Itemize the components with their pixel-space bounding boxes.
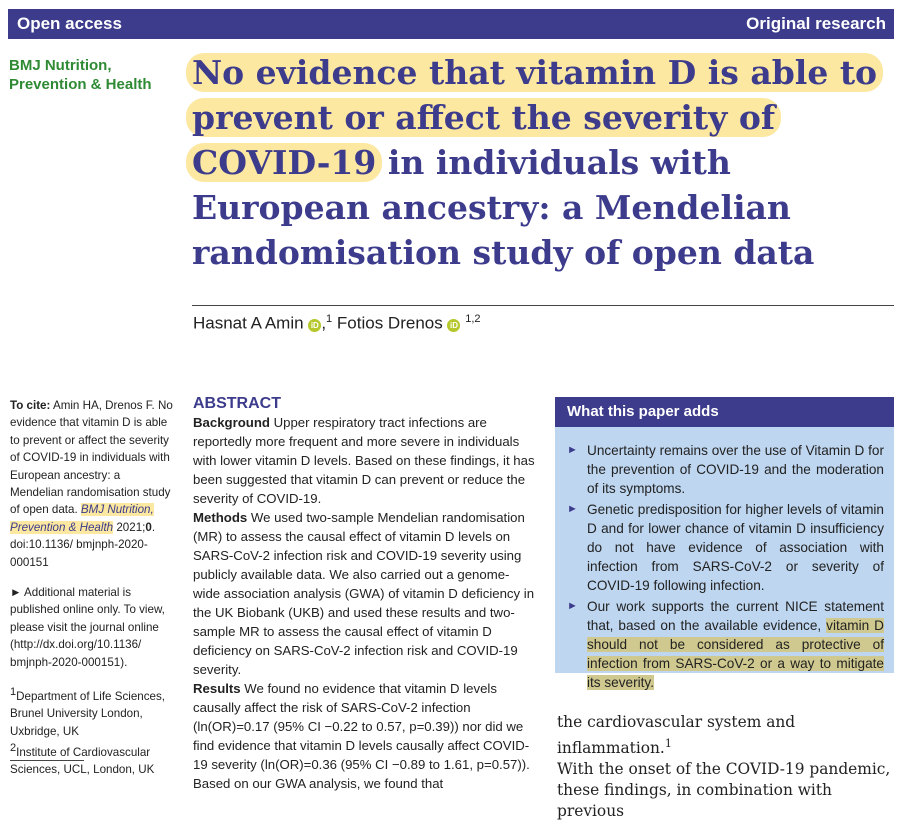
citation-volume: 0 [145, 520, 152, 534]
abstract-heading: ABSTRACT [193, 395, 281, 412]
methods-text: We used two-sample Mendelian randomisation (MR) to assess the causal effect of vitamin D levels on SARS-CoV-2 infection risk and COVID-19 severity using publicly available data. We also carried out a genome-wide association analysis (GWA) of vitamin D deficiency in the UK Biobank (UKB) and used these results and two-sample MR to assess the causal effect of vitamin D deficiency on SARS-CoV-2 infection risk and COVID-19 severity. [193, 510, 535, 677]
affiliation-1-text: Department of Life Sciences, Brunel University London, Uxbridge, UK [10, 689, 165, 738]
results-label: Results [193, 681, 241, 696]
author-list [193, 313, 481, 334]
abstract-results [193, 679, 535, 793]
footnote-divider [10, 760, 84, 761]
article-type-label: Original research [746, 14, 886, 33]
additional-material-note[interactable]: ► Additional material is published online only. To view, please visit the journal online (http://dx.doi.org/10.1136/ bmjnph-2020-000151). [10, 586, 165, 669]
what-this-paper-adds-box [555, 397, 894, 690]
title-divider [192, 305, 894, 306]
title-highlight-3: COVID-19 [186, 143, 382, 182]
body-line-1 [557, 712, 894, 759]
header-bar [8, 9, 894, 39]
box-item-3-highlight: vitamin D should not be considered as protective of infection from SARS-CoV-2 or a way to mitigate its severity. [587, 618, 884, 690]
citation-block [10, 397, 175, 571]
box-item-3 [567, 597, 884, 692]
article-title [192, 50, 892, 275]
author-sep: , [321, 313, 327, 333]
affiliation-1-number: 1 [10, 686, 17, 699]
title-line-4: European ancestry: a Mendelian [192, 188, 791, 227]
open-access-label: Open access [17, 14, 122, 33]
title-highlight-2: prevent or affect the severity of [186, 98, 781, 137]
author-amin[interactable]: Hasnat A Amin [193, 313, 304, 333]
citation-label: To cite: [10, 399, 51, 412]
citation-sidebar [10, 397, 175, 779]
abstract-background [193, 413, 535, 508]
box-heading: What this paper adds [555, 397, 894, 427]
box-list [555, 427, 894, 692]
background-text: Upper respiratory tract infections are reportedly more frequent and more severe in individuals with lower vitamin D levels. Based on these findings, it has been suggested that vitamin D can prevent or reduce the severity of COVID-19. [193, 415, 535, 506]
arrow-icon: ► [567, 503, 578, 515]
abstract-section [193, 395, 535, 793]
author-drenos-affiliation: 1,2 [465, 313, 481, 325]
arrow-icon: ► [567, 444, 578, 456]
citation-doi[interactable]: . doi:10.1136/ bmjnph-2020-000151 [10, 520, 156, 569]
author-drenos[interactable]: Fotios Drenos [336, 313, 443, 333]
citation-journal: BMJ Nutrition, Prevention & Health [10, 503, 154, 534]
orcid-icon[interactable]: iD [447, 319, 460, 332]
box-item-2-text: Genetic predisposition for higher levels of vitamin D and for lower chance of vitamin D insufficiency do not have evidence of association with infection from SARS-CoV-2 or severity of COVID-19 following infection. [587, 502, 884, 593]
results-text: We found no evidence that vitamin D levels causally affect the risk of SARS-CoV-2 infection (ln(OR)=0.17 (95% CI −0.22 to 0.57, p=0.39)) nor did we find evidence that vitamin D levels causally affect COVID-19 severity (ln(OR)=0.36 (95% CI −0.89 to 1.61, p=0.57)). Based on our GWA analysis, we found that [193, 681, 530, 791]
methods-label: Methods [193, 510, 248, 525]
citation-year: 2021; [113, 520, 146, 534]
background-label: Background [193, 415, 270, 430]
affiliation-2-number: 2 [10, 742, 17, 755]
journal-name-line2: Prevention & Health [9, 76, 152, 93]
body-line-1-text: the cardiovascular system and inflammation. [557, 713, 796, 758]
orcid-icon[interactable]: iD [308, 319, 321, 332]
journal-logo [9, 56, 189, 94]
title-rest-3: in individuals with [376, 143, 731, 182]
author-amin-affiliation: 1 [326, 313, 333, 325]
affiliation-1 [10, 684, 175, 740]
body-line-2: With the onset of the COVID-19 pandemic, these findings, in combination with previous [557, 760, 891, 821]
body-text [557, 712, 894, 822]
arrow-icon: ► [567, 600, 578, 612]
title-line-5: randomisation study of open data [192, 233, 815, 272]
citation-text: Amin HA, Drenos F. No evidence that vitamin D is able to prevent or affect the severity of COVID-19 in individuals with European ancestry: a Mendelian randomisation study of open data. [10, 399, 173, 517]
reference-1[interactable]: 1 [664, 737, 672, 750]
affiliation-2-text: Institute of Cardiovascular Sciences, UCL, London, UK [10, 746, 155, 777]
journal-name-line1: BMJ Nutrition, [9, 57, 112, 74]
box-item-1 [567, 441, 884, 498]
abstract-methods [193, 508, 535, 679]
box-item-1-text: Uncertainty remains over the use of Vitamin D for the prevention of COVID-19 and the moderation of its symptoms. [587, 443, 884, 496]
title-highlight-1: No evidence that vitamin D is able to [186, 53, 883, 92]
box-item-2 [567, 500, 884, 595]
box-item-3-text: Our work supports the current NICE statement that, based on the available evidence, [587, 599, 884, 633]
